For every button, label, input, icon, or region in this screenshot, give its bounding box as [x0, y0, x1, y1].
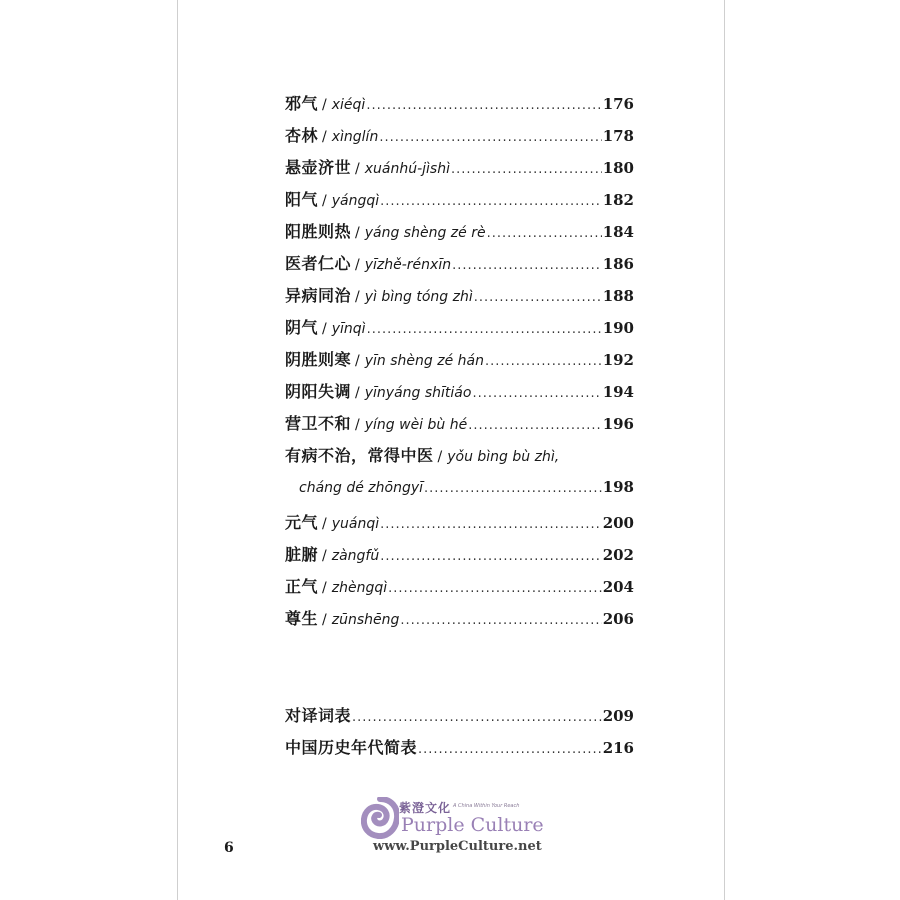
- entry-pinyin-continued: cháng dé zhōngyī: [299, 480, 424, 496]
- entry-title-zh: 医者仁心: [285, 254, 352, 273]
- entry-separator: /: [355, 289, 360, 305]
- toc-entry: [285, 443, 634, 471]
- dot-leader: [388, 581, 602, 596]
- entry-title-zh: 正气: [285, 577, 319, 596]
- toc-entry: [285, 283, 634, 311]
- watermark-url: www.PurpleCulture.net: [373, 839, 542, 854]
- entry-page-number: 204: [602, 578, 634, 596]
- entry-separator: /: [322, 516, 327, 532]
- entry-title-zh: 尊生: [285, 609, 319, 628]
- book-page: [177, 0, 725, 900]
- entry-title-zh: 悬壶济世: [285, 158, 352, 177]
- entry-page-number: 186: [602, 255, 634, 273]
- appendix-entry: [285, 703, 634, 731]
- appendix-page-number: 216: [602, 739, 634, 757]
- entry-title-zh: 元气: [285, 513, 319, 532]
- toc-entry: [285, 574, 634, 602]
- entry-page-number: 194: [602, 383, 634, 401]
- entry-pinyin: xiéqì: [331, 97, 366, 113]
- dot-leader: [367, 322, 602, 337]
- watermark-chinese-name: 紫澄文化: [399, 801, 452, 815]
- entry-page-number: 176: [602, 95, 634, 113]
- toc-entry: [285, 606, 634, 634]
- entry-page-number: 192: [602, 351, 634, 369]
- entry-page-number: 188: [602, 287, 634, 305]
- entry-separator: /: [355, 257, 360, 273]
- dot-leader: [451, 162, 602, 177]
- entry-separator: /: [437, 449, 443, 465]
- dot-leader: [468, 418, 601, 433]
- entry-separator: /: [322, 580, 327, 596]
- entry-pinyin: xuánhú-jìshì: [364, 161, 450, 177]
- entry-title-zh: 阴气: [285, 318, 319, 337]
- entry-pinyin: zhèngqì: [331, 580, 388, 596]
- toc-entry: [285, 91, 634, 119]
- dot-leader: [380, 549, 601, 564]
- entry-separator: /: [322, 548, 327, 564]
- entry-page-number: 182: [602, 191, 634, 209]
- entry-pinyin: yì bìng tóng zhì: [364, 289, 473, 305]
- dot-leader: [474, 290, 602, 305]
- dot-leader: [485, 354, 602, 369]
- entry-pinyin: zūnshēng: [331, 612, 400, 628]
- purple-culture-logo-icon: [361, 797, 399, 839]
- appendix-entry: [285, 735, 634, 763]
- toc-entry: [285, 187, 634, 215]
- dot-leader: [472, 386, 601, 401]
- dot-leader: [487, 226, 602, 241]
- dot-leader: [352, 710, 602, 725]
- dot-leader: [418, 742, 602, 757]
- toc-entry: [285, 123, 634, 151]
- entry-separator: /: [322, 193, 327, 209]
- entry-separator: /: [355, 385, 360, 401]
- entry-separator: /: [355, 353, 360, 369]
- watermark: [361, 795, 561, 865]
- entry-pinyin: xìnglín: [331, 129, 379, 145]
- entry-separator: /: [322, 612, 327, 628]
- appendix-title-zh: 对译词表: [285, 706, 352, 725]
- entry-pinyin: yīnyáng shītiáo: [364, 385, 472, 401]
- entry-title-zh: 阳胜则热: [285, 222, 352, 241]
- entry-pinyin: yíng wèi bù hé: [364, 417, 468, 433]
- dot-leader: [380, 517, 602, 532]
- entry-title-zh: 异病同治: [285, 286, 352, 305]
- entry-page-number: 180: [602, 159, 634, 177]
- toc-entry: [285, 542, 634, 570]
- watermark-tagline: A China Within Your Reach: [453, 803, 520, 809]
- entry-page-number: 200: [602, 514, 634, 532]
- entry-title-zh: 杏林: [285, 126, 319, 145]
- entry-separator: /: [355, 225, 360, 241]
- page-number: 6: [224, 840, 234, 856]
- entry-page-number: 202: [602, 546, 634, 564]
- entry-page-number: 196: [602, 415, 634, 433]
- entry-page-number: 206: [602, 610, 634, 628]
- entry-pinyin: yīzhě-rénxīn: [364, 257, 452, 273]
- toc-entry: [285, 510, 634, 538]
- entry-pinyin: yīn shèng zé hán: [364, 353, 484, 369]
- dot-leader: [379, 130, 601, 145]
- toc-entry: [285, 411, 634, 439]
- entry-pinyin: yángqì: [331, 193, 380, 209]
- entry-separator: /: [355, 161, 360, 177]
- entry-title-zh: 阴胜则寒: [285, 350, 352, 369]
- entry-page-number: 198: [602, 478, 634, 496]
- entry-separator: /: [355, 417, 360, 433]
- toc-entry: [285, 379, 634, 407]
- toc-entry: [285, 219, 634, 247]
- toc-entry: [285, 315, 634, 343]
- entry-pinyin: zàngfǔ: [331, 548, 380, 564]
- toc-entry: [285, 347, 634, 375]
- entry-pinyin: yuánqì: [331, 516, 380, 532]
- entry-title-zh: 邪气: [285, 94, 319, 113]
- toc-entry: [285, 155, 634, 183]
- entry-title-zh: 脏腑: [285, 545, 319, 564]
- toc-entry: [285, 251, 634, 279]
- entry-pinyin: yīnqì: [331, 321, 366, 337]
- entry-page-number: 190: [602, 319, 634, 337]
- entry-title-zh: 阴阳失调: [285, 382, 352, 401]
- entry-page-number: 184: [602, 223, 634, 241]
- watermark-brand-name: Purple Culture: [401, 814, 544, 836]
- entry-separator: /: [322, 97, 327, 113]
- entry-separator: /: [322, 321, 327, 337]
- dot-leader: [380, 194, 602, 209]
- entry-pinyin: yáng shèng zé rè: [364, 225, 486, 241]
- appendix-title-zh: 中国历史年代简表: [285, 738, 418, 757]
- entry-title-zh: 营卫不和: [285, 414, 352, 433]
- entry-pinyin: yǒu bìng bù zhì,: [447, 449, 560, 465]
- entry-title-zh: 有病不治，常得中医: [285, 446, 434, 465]
- entry-separator: /: [322, 129, 327, 145]
- dot-leader: [452, 258, 602, 273]
- toc-entry-continuation: [299, 478, 634, 506]
- entry-page-number: 178: [602, 127, 634, 145]
- dot-leader: [424, 481, 602, 496]
- dot-leader: [400, 613, 601, 628]
- appendix-page-number: 209: [602, 707, 634, 725]
- dot-leader: [366, 98, 601, 113]
- entry-title-zh: 阳气: [285, 190, 319, 209]
